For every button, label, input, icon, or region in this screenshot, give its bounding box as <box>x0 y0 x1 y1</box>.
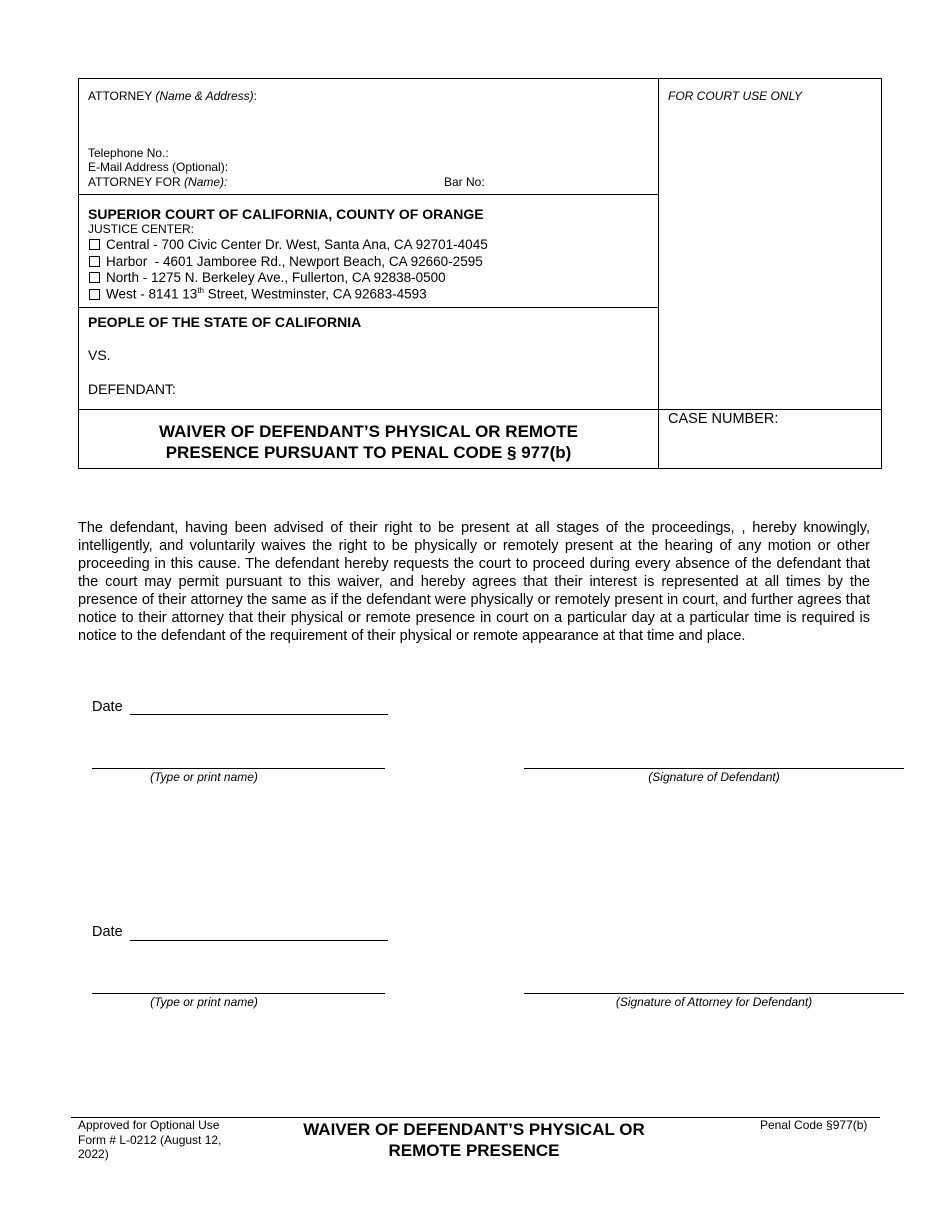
people-label: PEOPLE OF THE STATE OF CALIFORNIA <box>88 314 362 330</box>
attorney-label: ATTORNEY (Name & Address): <box>88 89 257 103</box>
justice-center-label: JUSTICE CENTER: <box>88 222 195 236</box>
print-name-caption-2: (Type or print name) <box>150 995 258 1009</box>
attorney-signature-field[interactable] <box>524 993 904 994</box>
print-name-field-1[interactable] <box>92 768 385 769</box>
justice-center-west[interactable]: West - 8141 13th Street, Westminster, CA 92683-4593 <box>89 286 427 302</box>
date-field-1[interactable] <box>130 714 388 715</box>
divider-court <box>78 307 659 308</box>
vs-label: VS. <box>88 347 111 363</box>
print-name-caption-1: (Type or print name) <box>150 770 258 784</box>
court-use-label: FOR COURT USE ONLY <box>668 89 803 103</box>
email-label: E-Mail Address (Optional): <box>88 160 229 174</box>
form-title: WAIVER OF DEFENDANT’S PHYSICAL OR REMOTE PRESENCE PURSUANT TO PENAL CODE § 977(b) <box>158 422 579 462</box>
checkbox-west[interactable] <box>89 289 100 300</box>
checkbox-north[interactable] <box>89 272 100 283</box>
attorney-for-label: ATTORNEY FOR (Name): <box>88 175 228 189</box>
court-name: SUPERIOR COURT OF CALIFORNIA, COUNTY OF ORANGE <box>88 206 484 222</box>
justice-center-north[interactable]: North - 1275 N. Berkeley Ave., Fullerton, CA 92838-0500 <box>89 270 446 285</box>
defendant-signature-field[interactable] <box>524 768 904 769</box>
date-field-2[interactable] <box>130 940 388 941</box>
date-label-2: Date <box>92 924 123 940</box>
justice-center-central[interactable]: Central - 700 Civic Center Dr. West, Santa Ana, CA 92701-4045 <box>89 237 488 252</box>
telephone-label: Telephone No.: <box>88 146 169 160</box>
justice-center-harbor[interactable]: Harbor - 4601 Jamboree Rd., Newport Beach, CA 92660-2595 <box>89 254 483 269</box>
footer-title: WAIVER OF DEFENDANT’S PHYSICAL OR REMOTE PRESENCE <box>303 1120 645 1160</box>
date-label-1: Date <box>92 699 123 715</box>
case-number-label: CASE NUMBER: <box>668 411 779 427</box>
footer-penal-code: Penal Code §977(b) <box>760 1118 868 1132</box>
checkbox-harbor[interactable] <box>89 256 100 267</box>
divider-title <box>78 409 882 410</box>
footer-approved: Approved for Optional Use Form # L-0212 (August 12, 2022) <box>78 1118 222 1161</box>
bar-no-label: Bar No: <box>444 175 485 189</box>
attorney-signature-caption: (Signature of Attorney for Defendant) <box>615 995 813 1009</box>
print-name-field-2[interactable] <box>92 993 385 994</box>
checkbox-central[interactable] <box>89 239 100 250</box>
defendant-signature-caption: (Signature of Defendant) <box>648 770 780 784</box>
divider-attorney <box>78 194 659 195</box>
waiver-paragraph: The defendant, having been advised of their right to be present at all stages of the proceedings, , hereby knowingly, intelligently, and voluntarily waives the right to be physically or remotely present at the hearing of any motion or other proceeding in this cause. The defendant hereby requests the court to proceed during every absence of the defendant that the court may permit pursuant to this waiver, and hereby agrees that their interest is represented at all times by the presence of their attorney the same as if the defendant were physically or remotely present in court, and further agrees that notice to their attorney that their physical or remote presence in court on a particular day at a particular time is required is notice to the defendant of the requirement of their physical or remote appearance at that time and place. <box>78 520 870 644</box>
defendant-label: DEFENDANT: <box>88 381 176 397</box>
